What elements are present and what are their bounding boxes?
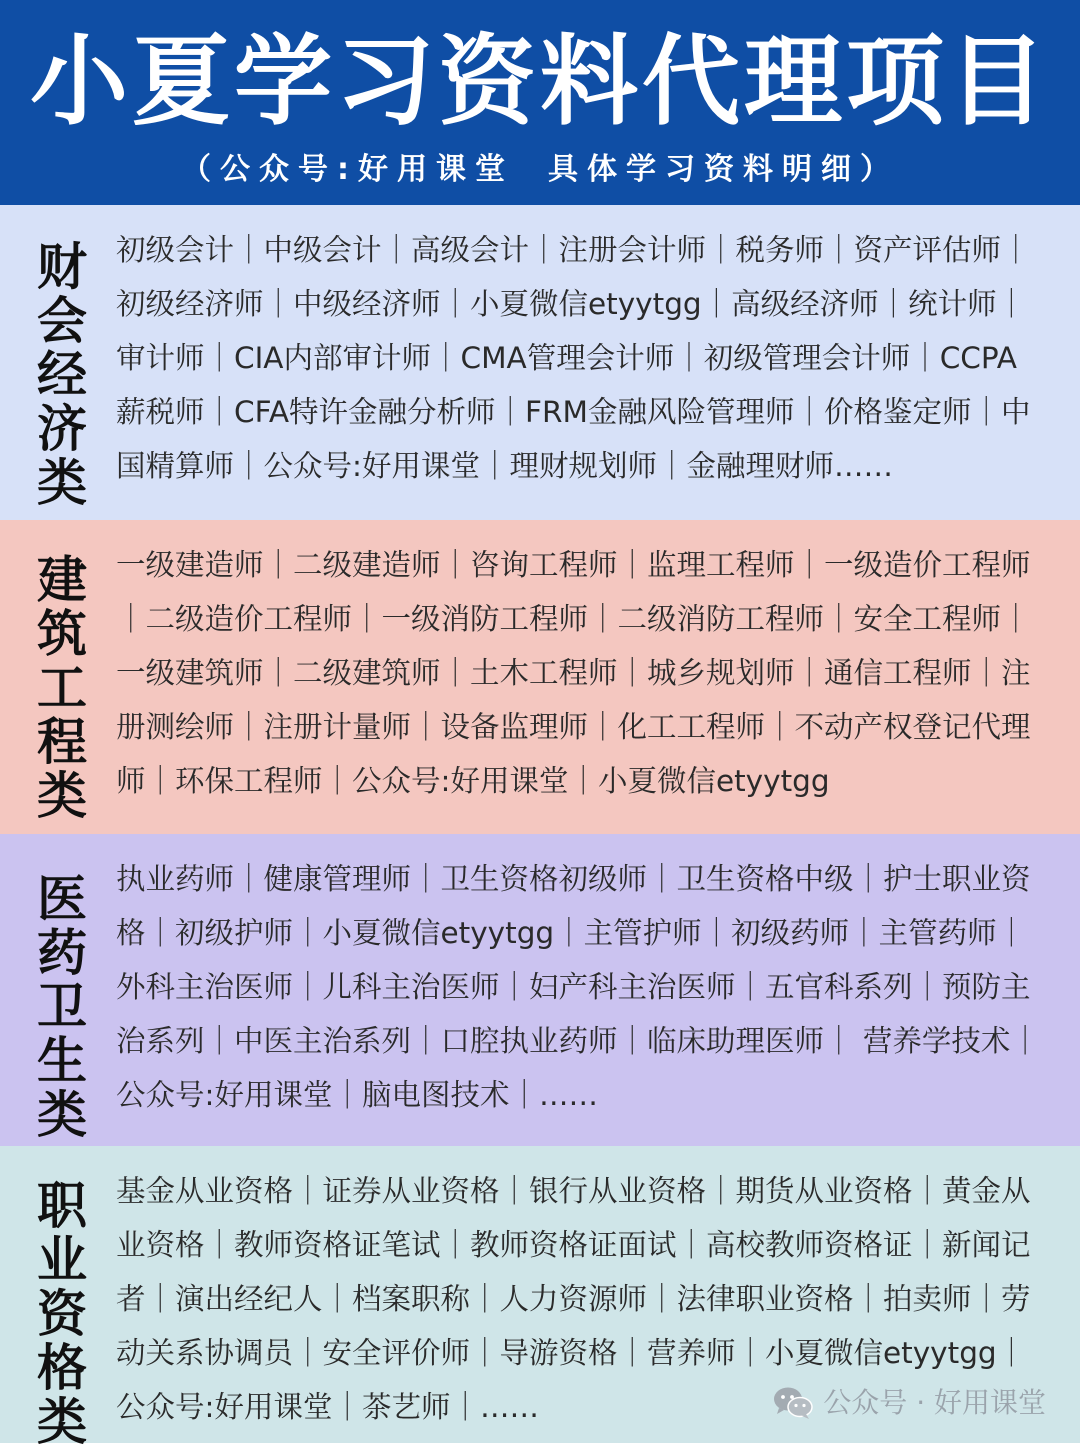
- page-subtitle: [0, 146, 1080, 194]
- section-label: 职业资格类: [37, 1177, 87, 1451]
- section-items: 基金从业资格｜证券从业资格｜银行从业资格｜期货从业资格｜黄金从业资格｜教师资格证笔试｜教师资格证面试｜高校教师资格证｜新闻记者｜演出经纪人｜档案职称｜人力资源师｜法律职业资格｜拍卖师｜劳动关系协调员｜安全评价师｜导游资格｜营养师｜小夏微信etyytgg｜公众号:好用课堂｜茶艺师｜……: [116, 1174, 1031, 1424]
- section-construction: [0, 520, 1080, 834]
- section-label: 财会经济类: [37, 238, 87, 512]
- section-items: 一级建造师｜二级建造师｜咨询工程师｜监理工程师｜一级造价工程师｜二级造价工程师｜一级消防工程师｜二级消防工程师｜安全工程师｜一级建筑师｜二级建筑师｜土木工程师｜城乡规划师｜通信工程师｜注册测绘师｜注册计量师｜设备监理师｜化工工程师｜不动产权登记代理师｜环保工程师｜公众号:好用课堂｜小夏微信etyytgg: [116, 548, 1031, 798]
- section-label: 医药卫生类: [37, 870, 87, 1144]
- page-title: 小夏学习资料代理项目: [29, 25, 1050, 139]
- watermark: [773, 1383, 1046, 1423]
- header-banner: [0, 0, 1080, 205]
- wechat-icon: [773, 1386, 813, 1420]
- section-finance: [0, 205, 1080, 520]
- section-label: 建筑工程类: [37, 551, 87, 825]
- watermark-text: 公众号 · 好用课堂: [823, 1386, 1046, 1419]
- section-medical: [0, 834, 1080, 1146]
- section-items: 执业药师｜健康管理师｜卫生资格初级师｜卫生资格中级｜护士职业资格｜初级护师｜小夏微信etyytgg｜主管护师｜初级药师｜主管药师｜外科主治医师｜儿科主治医师｜妇产科主治医师｜五官科系列｜预防主治系列｜中医主治系列｜口腔执业药师｜临床助理医师｜ 营养学技术｜公众号:好用课堂｜脑电图技术｜……: [116, 862, 1040, 1112]
- section-items: 初级会计｜中级会计｜高级会计｜注册会计师｜税务师｜资产评估师｜初级经济师｜中级经济师｜小夏微信etyytgg｜高级经济师｜统计师｜审计师｜CIA内部审计师｜CMA管理会计师｜初级管理会计师｜CCPA薪税师｜CFA特许金融分析师｜FRM金融风险管理师｜价格鉴定师｜中国精算师｜公众号:好用课堂｜理财规划师｜金融理财师……: [116, 233, 1031, 483]
- subtitle-right: 具体学习资料明细）: [548, 152, 899, 187]
- subtitle-left: （公众号:好用课堂: [181, 152, 514, 187]
